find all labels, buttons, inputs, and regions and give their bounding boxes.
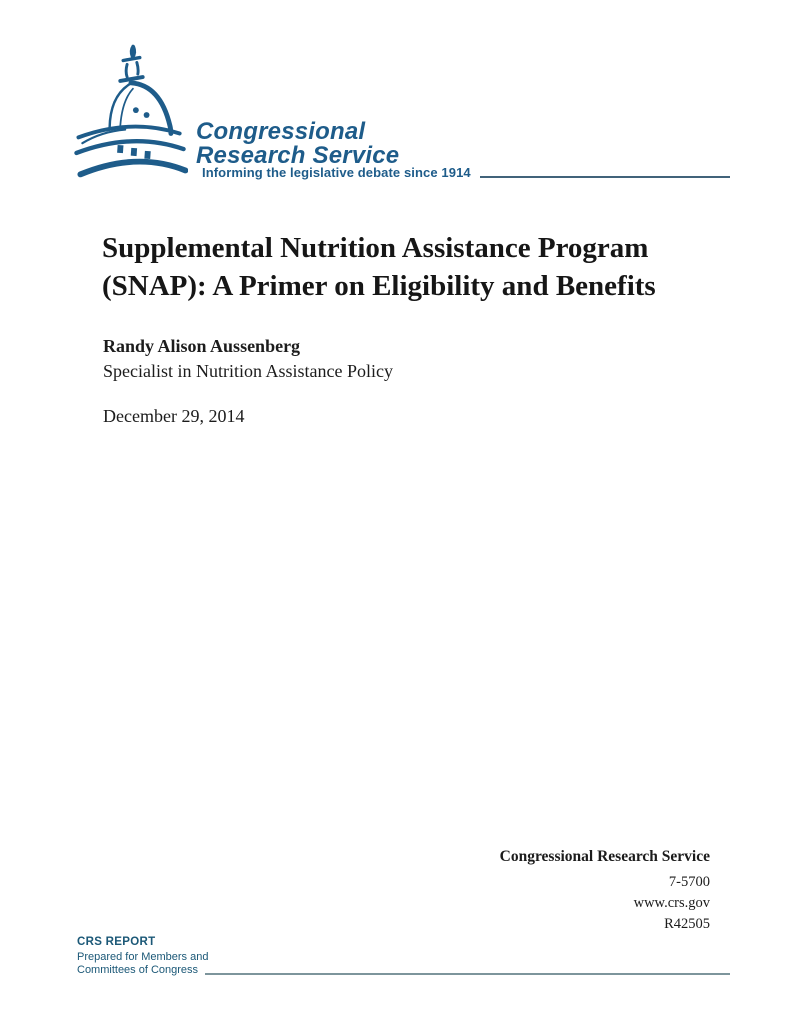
report-title-line2: (SNAP): A Primer on Eligibility and Benefits — [102, 270, 656, 302]
footer-report-number: R42505 — [664, 916, 710, 932]
footer-rule — [205, 973, 730, 975]
footer-phone: 7-5700 — [668, 874, 710, 890]
footer-website: www.crs.gov — [633, 895, 710, 911]
footer-left-line1: Prepared for Members and — [77, 950, 209, 963]
logo-org-name — [196, 120, 399, 167]
logo-tagline-row — [202, 164, 730, 181]
logo-org-line1: Congressional — [196, 118, 366, 145]
logo-tagline: Informing the legislative debate since 1914 — [202, 165, 471, 180]
author-name: Randy Alison Aussenberg — [103, 336, 301, 356]
author-role: Specialist in Nutrition Assistance Policy — [103, 361, 393, 381]
footer-left-block — [77, 936, 730, 977]
report-title-line1: Supplemental Nutrition Assistance Program — [102, 232, 649, 264]
crs-report-label: CRS REPORT — [77, 936, 156, 948]
header-rule — [480, 176, 730, 178]
report-title — [102, 229, 742, 305]
report-date: December 29, 2014 — [103, 406, 245, 426]
footer-org-name: Congressional Research Service — [499, 848, 710, 865]
footer-right-block — [500, 847, 710, 935]
footer-left-line2: Committees of Congress — [77, 964, 199, 976]
capitol-dome-icon — [74, 42, 188, 188]
logo-org-line2: Research Service — [196, 141, 400, 169]
